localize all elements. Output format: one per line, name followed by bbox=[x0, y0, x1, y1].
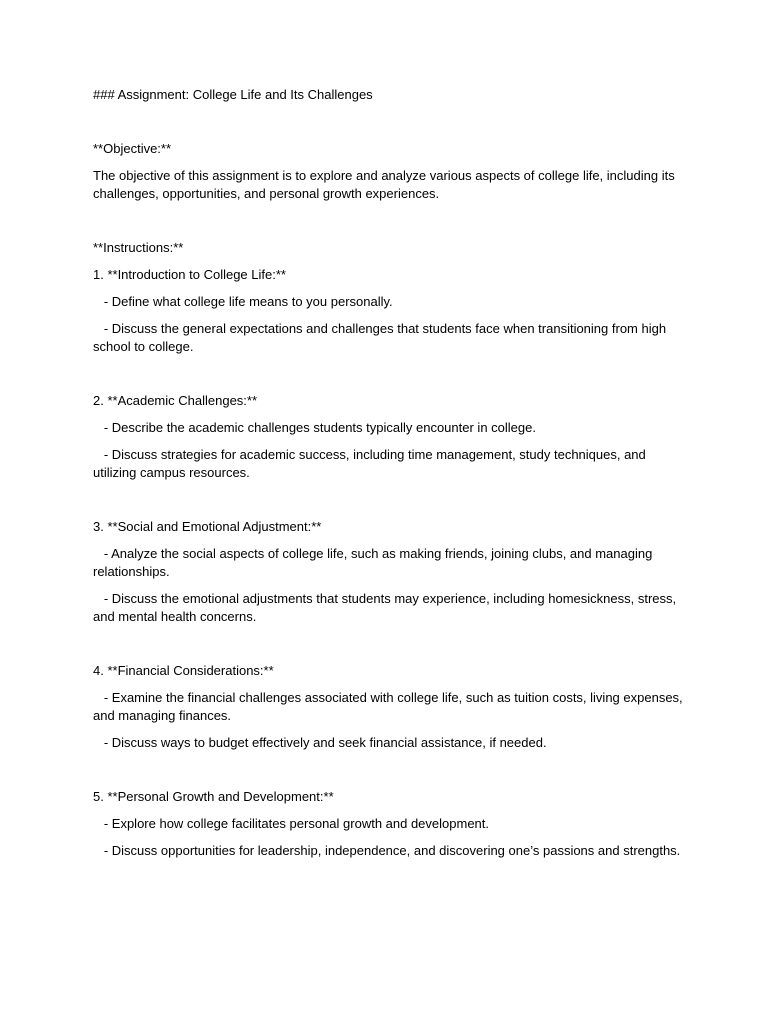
section-bullet: - Discuss the emotional adjustments that students may experience, including homesickness, stress, and mental health concerns. bbox=[93, 591, 680, 624]
section-bullet: - Discuss strategies for academic success, including time management, study techniques, and utilizing campus resources. bbox=[93, 447, 650, 480]
section-heading-social: 3. **Social and Emotional Adjustment:** bbox=[93, 519, 322, 534]
section-bullet: - Define what college life means to you personally. bbox=[93, 294, 393, 309]
section-bullet: - Analyze the social aspects of college life, such as making friends, joining clubs, and managing relationships. bbox=[93, 546, 656, 579]
spacer bbox=[93, 212, 683, 239]
spacer bbox=[93, 365, 683, 392]
section-heading-introduction: 1. **Introduction to College Life:** bbox=[93, 267, 286, 282]
section-heading-financial: 4. **Financial Considerations:** bbox=[93, 663, 274, 678]
section-bullet: - Examine the financial challenges associated with college life, such as tuition costs, living expenses, and managing finances. bbox=[93, 690, 687, 723]
section-bullet: - Describe the academic challenges students typically encounter in college. bbox=[93, 420, 536, 435]
spacer bbox=[93, 761, 683, 788]
section-heading-personal-growth: 5. **Personal Growth and Development:** bbox=[93, 789, 334, 804]
spacer bbox=[93, 491, 683, 518]
spacer bbox=[93, 113, 683, 140]
document-title: ### Assignment: College Life and Its Challenges bbox=[93, 87, 373, 102]
section-bullet: - Discuss the general expectations and challenges that students face when transitioning from high school to college. bbox=[93, 321, 670, 354]
section-bullet: - Discuss opportunities for leadership, independence, and discovering one’s passions and strengths. bbox=[93, 843, 681, 858]
spacer bbox=[93, 635, 683, 662]
objective-text: The objective of this assignment is to explore and analyze various aspects of college life, including its challenges, opportunities, and personal growth experiences. bbox=[93, 168, 679, 201]
section-heading-academic: 2. **Academic Challenges:** bbox=[93, 393, 258, 408]
instructions-heading: **Instructions:** bbox=[93, 240, 184, 255]
objective-heading: **Objective:** bbox=[93, 141, 172, 156]
section-bullet: - Discuss ways to budget effectively and seek financial assistance, if needed. bbox=[93, 735, 547, 750]
document-body bbox=[93, 86, 687, 869]
section-bullet: - Explore how college facilitates personal growth and development. bbox=[93, 816, 490, 831]
